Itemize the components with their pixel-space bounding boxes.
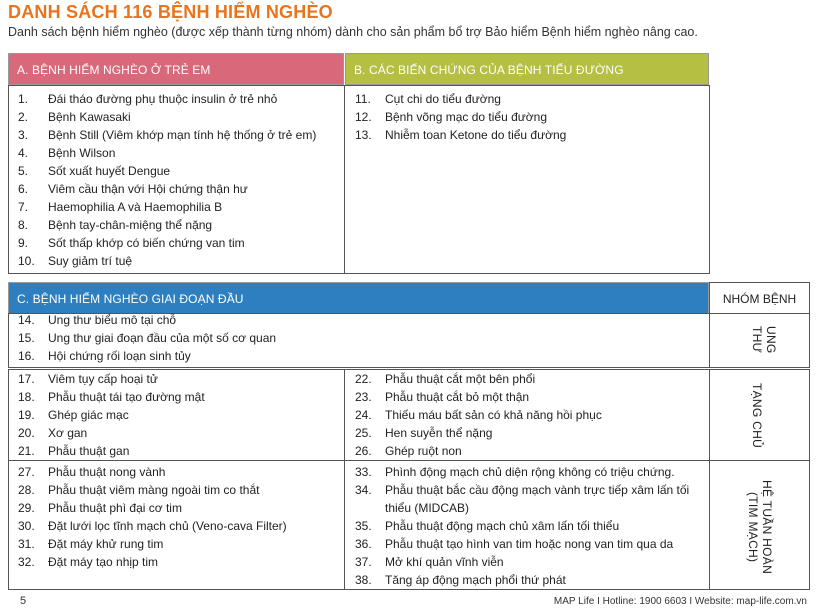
- group-3-label: HỆ TUẦN HOÀN (TIM MẠCH): [746, 480, 774, 575]
- footer-info: MAP Life I Hotline: 1900 6603 I Website: map-life.com.vn: [553, 596, 807, 607]
- list-item: 26. Ghép ruột non: [355, 444, 462, 458]
- section-b-list: [355, 90, 695, 144]
- list-item: 18. Phẫu thuật tái tạo đường mật: [18, 390, 205, 404]
- list-item: 28. Phẫu thuật viêm màng ngoài tim co thắt: [18, 483, 260, 497]
- list-item: 20. Xơ gan: [18, 426, 88, 440]
- list-item: 4. Bệnh Wilson: [18, 146, 116, 160]
- list-item: 23. Phẫu thuật cắt bỏ một thận: [355, 390, 530, 404]
- group-2-label: TẠNG CHỦ: [750, 383, 764, 449]
- list-item: 2. Bệnh Kawasaki: [18, 110, 131, 124]
- list-item: 9. Sốt thấp khớp có biến chứng van tim: [18, 236, 245, 250]
- group-2-left-list: [18, 370, 338, 460]
- list-item: 36. Phẫu thuật tạo hình van tim hoặc nong van tim qua da: [355, 537, 674, 551]
- group-3-left-list: [18, 463, 338, 571]
- list-item: 6. Viêm cầu thận với Hội chứng thận hư: [18, 182, 248, 196]
- list-item: 11. Cụt chi do tiểu đường: [355, 92, 501, 106]
- list-item: 30. Đặt lưới lọc tĩnh mạch chủ (Veno-cava Filter): [18, 519, 287, 533]
- list-item: 25. Hen suyễn thể nặng: [355, 426, 493, 440]
- page-title: DANH SÁCH 116 BỆNH HIỂM NGHÈO: [8, 2, 333, 22]
- group-column-header: NHÓM BỆNH: [709, 282, 810, 314]
- list-item: 14. Ung thư biểu mô tại chỗ: [18, 313, 177, 327]
- group-2-right-list: [355, 370, 695, 460]
- list-item: 32. Đặt máy tạo nhịp tim: [18, 555, 159, 569]
- list-item: 19. Ghép giác mạc: [18, 408, 129, 422]
- list-item: 5. Sốt xuất huyết Dengue: [18, 164, 171, 178]
- list-item: 33. Phình động mạch chủ diện rộng không có triệu chứng.: [355, 465, 675, 479]
- list-item: 12. Bệnh võng mạc do tiểu đường: [355, 110, 548, 124]
- group-1-list: [18, 311, 698, 365]
- list-item: 15. Ung thư giai đoạn đầu của một số cơ quan: [18, 331, 277, 345]
- list-item: 27. Phẫu thuật nong vành: [18, 465, 166, 479]
- group-3-divider: [344, 460, 345, 590]
- list-item: 16. Hội chứng rối loạn sinh tủy: [18, 349, 191, 363]
- list-item: 1. Đái tháo đường phụ thuộc insulin ở trẻ nhỏ: [18, 92, 278, 106]
- list-item: 38. Tăng áp động mạch phổi thứ phát: [355, 573, 566, 587]
- list-item: 29. Phẫu thuật phì đại cơ tim: [18, 501, 182, 515]
- section-b-header: B. CÁC BIẾN CHỨNG CỦA BỆNH TIỂU ĐƯỜNG: [345, 53, 709, 85]
- list-item: 13. Nhiễm toan Ketone do tiểu đường: [355, 128, 567, 142]
- list-item: 37. Mở khí quản vĩnh viễn: [355, 555, 504, 569]
- list-item: 31. Đặt máy khử rung tim: [18, 537, 164, 551]
- list-item: 24. Thiếu máu bất sản có khả năng hồi phục: [355, 408, 602, 422]
- list-item: 35. Phẫu thuật động mạch chủ xâm lấn tối thiểu: [355, 519, 620, 533]
- list-item: 8. Bệnh tay-chân-miệng thể nặng: [18, 218, 213, 232]
- section-c-header: C. BỆNH HIỂM NGHÈO GIAI ĐOẠN ĐẦU: [8, 282, 709, 314]
- page-number: 5: [20, 595, 27, 607]
- group-3-right-list: [355, 463, 705, 589]
- list-item: 21. Phẫu thuật gan: [18, 444, 130, 458]
- list-item: 17. Viêm tụy cấp hoại tử: [18, 372, 158, 386]
- group-2-divider: [344, 369, 345, 461]
- section-a-header: A. BỆNH HIỂM NGHÈO Ở TRẺ EM: [8, 53, 344, 85]
- list-item: 7. Haemophilia A và Haemophilia B: [18, 200, 223, 214]
- list-item: 3. Bệnh Still (Viêm khớp mạn tính hệ thống ở trẻ em): [18, 128, 317, 142]
- list-item: 22. Phẫu thuật cắt một bên phổi: [355, 372, 536, 386]
- group-1-label: UNG THƯ: [750, 326, 778, 354]
- list-item: 10. Suy giảm trí tuệ: [18, 254, 133, 268]
- section-a-list: [18, 90, 338, 270]
- list-item: 34. Phẫu thuật bắc cầu động mạch vành trực tiếp xâm lấn tối thiểu (MIDCAB): [355, 483, 690, 515]
- page-subtitle: Danh sách bệnh hiểm nghèo (được xếp thành từng nhóm) dành cho sản phẩm bổ trợ Bảo hiểm Bệnh hiểm nghèo nâng cao.: [8, 25, 698, 39]
